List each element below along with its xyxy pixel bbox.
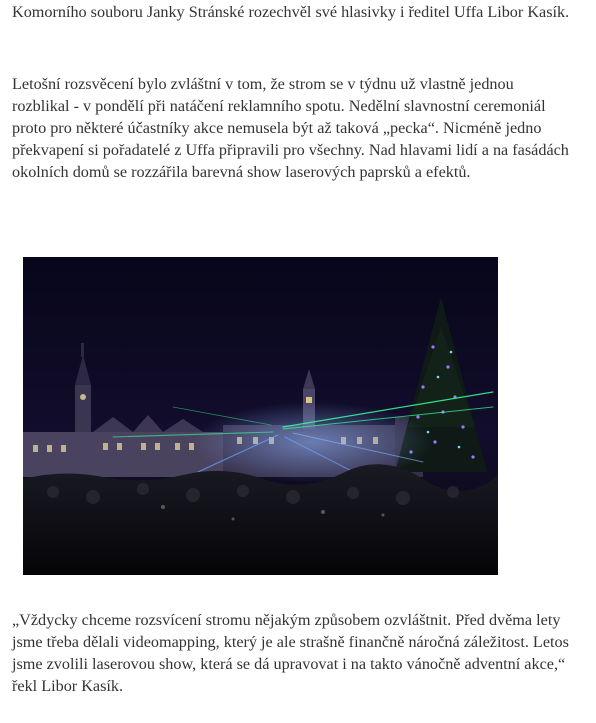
article-paragraph-1: Komorního souboru Janky Stránské rozechvěl své hlasivky i ředitel Uffa Libor Kasík.	[12, 3, 570, 21]
photo-illustration	[23, 257, 498, 575]
article-paragraph-3: „Vždycky chceme rozsvícení stromu nějakým způsobem ozvláštnit. Před dvěma lety jsme třeba dělali videomapping, který je ale strašně finančně náročná záležitost. Letos jsme zvolili laserovou show, která se dá upravovat i na takto vánočně adventní akce,“ řekl Libor Kasík.	[12, 611, 569, 695]
article-paragraph-2: Letošní rozsvěcení bylo zvláštní v tom, že strom se v týdnu už vlastně jednou rozblikal - v pondělí při natáčení reklamního spotu. Nedělní slavnostní ceremoniál proto pro některé účastníky akce nemusela být až taková „pecka“. Nicméně jedno překvapení si pořadatelé z Uffa připravili pro všechny. Nad hlavami lidí a na fasádách okolních domů se rozzářila barevná show laserových paprsků a efektů.	[12, 75, 569, 181]
article-photo-laser-show	[23, 257, 498, 575]
